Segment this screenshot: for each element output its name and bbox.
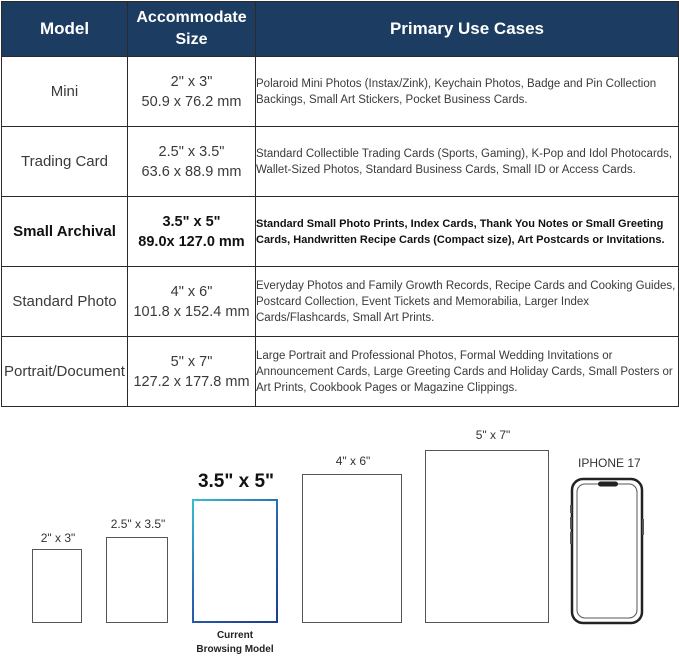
table-row-portrait-document (2, 337, 679, 407)
use-cases-cell: Standard Small Photo Prints, Index Cards, Thank You Notes or Small Greeting Cards, Handwritten Recipe Cards (Compact size), Art Postcards or Invitations. (256, 197, 679, 267)
size-cell (128, 127, 256, 197)
size-inches: 2" x 3" (170, 73, 213, 90)
size-mm: 63.6 x 88.9 mm (141, 163, 242, 180)
current-model-caption (185, 629, 285, 657)
size-label-5x7: 5" x 7" (475, 428, 511, 442)
use-cases-cell: Polaroid Mini Photos (Instax/Zink), Keychain Photos, Badge and Pin Collection Backings, Small Art Stickers, Pocket Business Cards. (256, 57, 679, 127)
size-inches: 4" x 6" (170, 283, 213, 300)
model-cell: Portrait/Document (2, 337, 128, 407)
size-mm: 50.9 x 76.2 mm (141, 93, 242, 110)
size-cell (128, 197, 256, 267)
size-rect-2-5x3-5 (106, 537, 168, 623)
caption-line-1: Current (216, 630, 254, 641)
size-rect-5x7 (425, 450, 549, 623)
header-use-cases: Primary Use Cases (256, 2, 679, 57)
size-rect-3-5x5-current (192, 499, 278, 623)
caption-line-2: Browsing Model (196, 644, 274, 655)
header-model: Model (2, 2, 128, 57)
size-label-2x3: 2" x 3" (40, 531, 76, 545)
table-row-mini (2, 57, 679, 127)
phone-label: IPHONE 17 (578, 456, 641, 470)
model-cell: Standard Photo (2, 267, 128, 337)
use-cases-cell: Large Portrait and Professional Photos, Formal Wedding Invitations or Announcement Cards, Large Greeting Cards and Holiday Cards, Small Posters or Art Prints, Cookbook Pages or Magazine Clippings. (256, 337, 679, 407)
table-header-row (2, 2, 679, 57)
size-rect-2x3 (32, 549, 82, 623)
use-cases-cell: Standard Collectible Trading Cards (Sports, Gaming), K-Pop and Idol Photocards, Wallet-Sized Photos, Standard Business Cards, Small ID or Access Cards. (256, 127, 679, 197)
size-rect-4x6 (302, 474, 402, 623)
size-cell (128, 267, 256, 337)
phone-outline-icon (570, 477, 646, 627)
size-mm: 127.2 x 177.8 mm (133, 373, 250, 390)
size-label-4x6: 4" x 6" (335, 454, 371, 468)
size-inches: 5" x 7" (170, 353, 213, 370)
model-cell: Mini (2, 57, 128, 127)
size-label-2-5x3-5: 2.5" x 3.5" (110, 517, 166, 531)
header-size-line1: Accommodate (136, 9, 247, 26)
model-cell: Small Archival (2, 197, 128, 267)
size-cell (128, 337, 256, 407)
header-size-line2: Size (175, 31, 208, 48)
size-mm: 101.8 x 152.4 mm (133, 303, 250, 320)
size-cell (128, 57, 256, 127)
table-row-trading-card (2, 127, 679, 197)
header-size (128, 2, 256, 57)
size-spec-table (1, 1, 679, 407)
size-mm: 89.0x 127.0 mm (138, 233, 245, 250)
model-cell: Trading Card (2, 127, 128, 197)
table-row-standard-photo (2, 267, 679, 337)
table-row-small-archival (2, 197, 679, 267)
size-inches: 2.5" x 3.5" (158, 143, 225, 160)
use-cases-cell: Everyday Photos and Family Growth Records, Recipe Cards and Cooking Guides, Postcard Collection, Event Tickets and Memorabilia, Larger Index Cards/Flashcards, Small Art Prints. (256, 267, 679, 337)
size-label-3-5x5: 3.5" x 5" (197, 471, 275, 492)
size-comparison-figure (0, 415, 679, 659)
size-inches: 3.5" x 5" (162, 213, 221, 230)
